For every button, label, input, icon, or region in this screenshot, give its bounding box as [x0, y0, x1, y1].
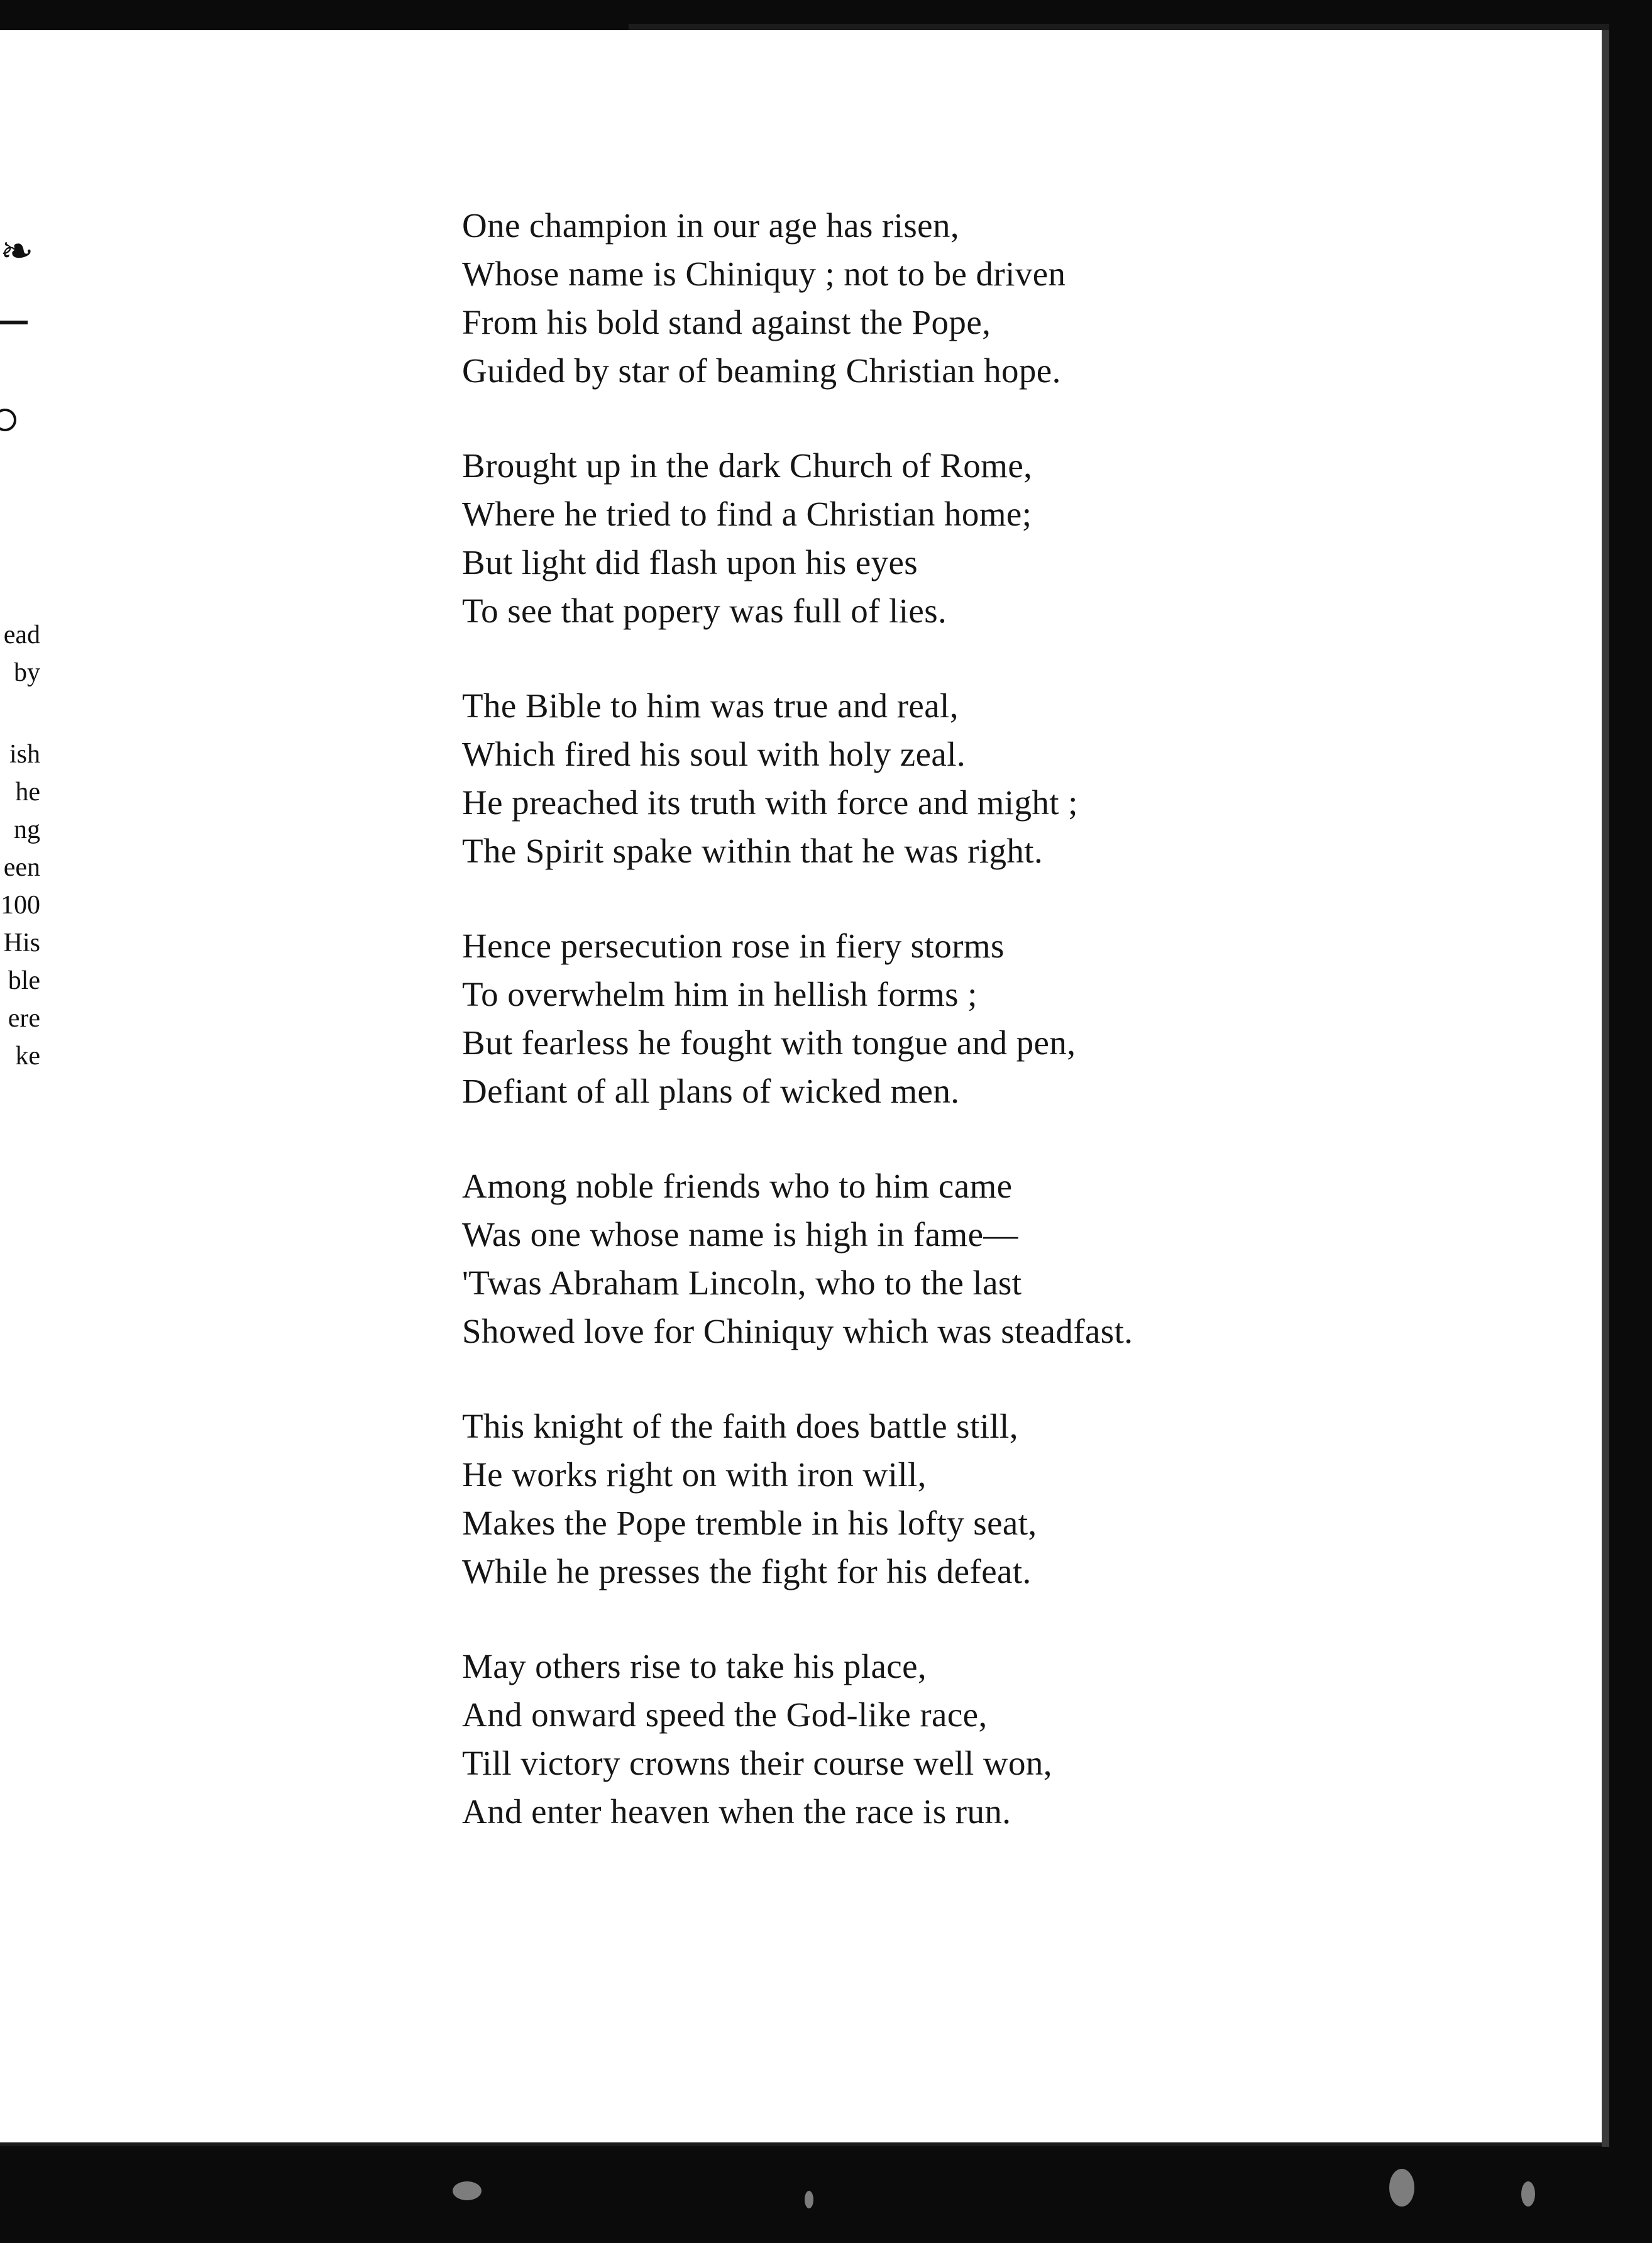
poem-line: May others rise to take his place, — [462, 1647, 927, 1685]
margin-fragment: ng — [14, 815, 40, 844]
stanza — [462, 201, 1568, 395]
margin-fragment: 100 — [1, 891, 40, 920]
poem-line: He preached its truth with force and might ; — [462, 783, 1078, 822]
poem-line: But light did flash upon his eyes — [462, 543, 918, 581]
poem-line: Was one whose name is high in fame— — [462, 1215, 1018, 1254]
poem-line: To see that popery was full of lies. — [462, 592, 947, 630]
poem-line: Brought up in the dark Church of Rome, — [462, 446, 1033, 485]
margin-fragment: ead — [3, 620, 40, 649]
poem-line: He works right on with iron will, — [462, 1455, 927, 1494]
poem — [462, 201, 1568, 1882]
margin-fragment: by — [14, 658, 40, 687]
ornament-scroll-icon: ❧ — [0, 228, 34, 275]
scan-top-edge — [629, 24, 1609, 30]
stanza — [462, 681, 1568, 875]
margin-fragment: he — [15, 778, 40, 807]
stanza — [462, 1642, 1568, 1836]
facing-page-fragments — [0, 616, 50, 1075]
poem-line: This knight of the faith does battle still, — [462, 1407, 1018, 1445]
scan-speck — [453, 2181, 482, 2200]
poem-line: Makes the Pope tremble in his lofty seat, — [462, 1504, 1037, 1542]
poem-line: The Bible to him was true and real, — [462, 686, 959, 725]
stanza — [462, 1162, 1568, 1355]
poem-line: To overwhelm him in hellish forms ; — [462, 975, 977, 1013]
poem-line: Whose name is Chiniquy ; not to be driven — [462, 255, 1066, 293]
margin-fragment: His — [3, 929, 40, 957]
poem-line: And onward speed the God-like race, — [462, 1695, 988, 1734]
poem-line: Which fired his soul with holy zeal. — [462, 735, 966, 773]
scan-speck — [1389, 2169, 1414, 2207]
poem-line: Guided by star of beaming Christian hope. — [462, 351, 1061, 390]
margin-fragment: ish — [9, 740, 40, 769]
stanza — [462, 441, 1568, 635]
stanza — [462, 1402, 1568, 1595]
scan-speck — [1521, 2181, 1535, 2207]
poem-line: From his bold stand against the Pope, — [462, 303, 991, 341]
poem-line: And enter heaven when the race is run. — [462, 1792, 1011, 1831]
poem-line: Showed love for Chiniquy which was steadfast. — [462, 1312, 1133, 1350]
poem-line: Among noble friends who to him came — [462, 1167, 1013, 1205]
poem-line: Defiant of all plans of wicked men. — [462, 1072, 960, 1110]
margin-fragment: ble — [8, 966, 40, 995]
ornament-arrow-icon — [0, 321, 28, 324]
margin-fragment: ere — [8, 1004, 40, 1033]
poem-line: 'Twas Abraham Lincoln, who to the last — [462, 1264, 1022, 1302]
poem-line: The Spirit spake within that he was right. — [462, 832, 1044, 870]
poem-line: One champion in our age has risen, — [462, 206, 960, 245]
poem-line: But fearless he fought with tongue and pen, — [462, 1023, 1076, 1062]
margin-fragment: ke — [15, 1042, 40, 1071]
poem-line: Till victory crowns their course well won, — [462, 1744, 1052, 1782]
poem-line: Where he tried to find a Christian home; — [462, 495, 1032, 533]
scan-speck — [805, 2191, 813, 2208]
poem-line: While he presses the fight for his defeat. — [462, 1552, 1032, 1590]
page-edge-shadow — [1602, 25, 1609, 2147]
margin-fragment: een — [3, 853, 40, 882]
poem-line: Hence persecution rose in fiery storms — [462, 927, 1005, 965]
stanza — [462, 922, 1568, 1115]
